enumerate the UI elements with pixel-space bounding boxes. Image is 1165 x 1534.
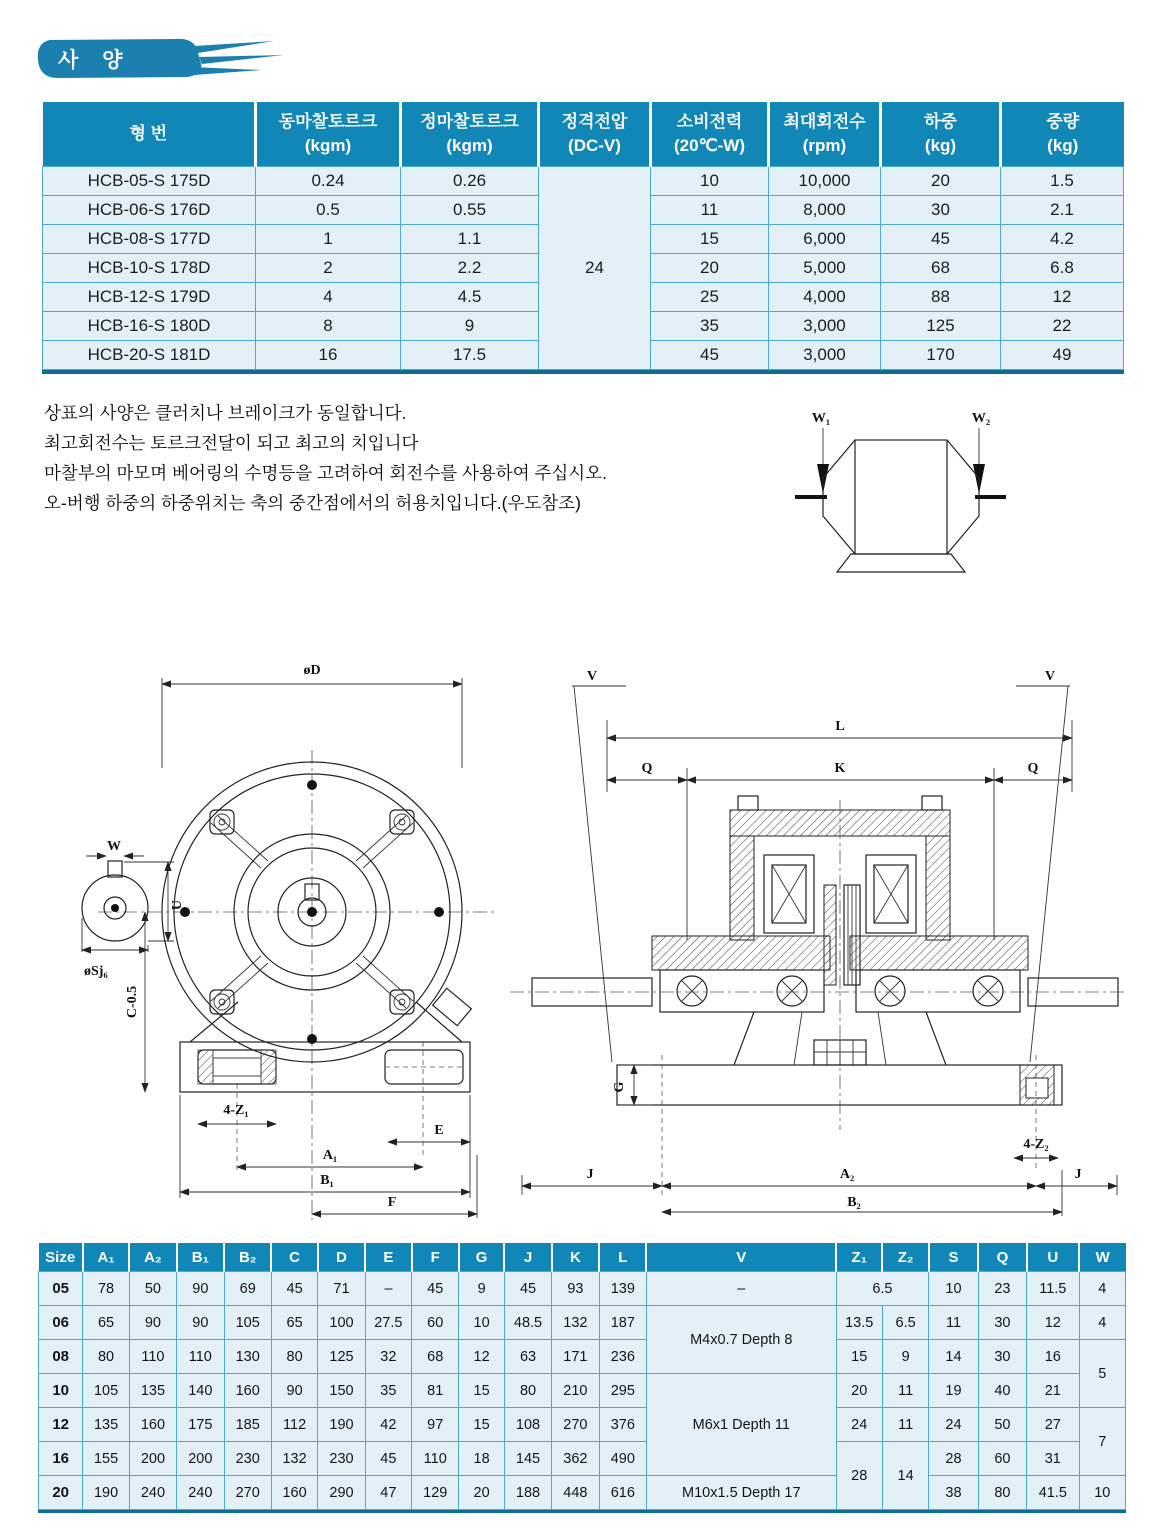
- cell: 270: [552, 1408, 599, 1442]
- cell: 145: [504, 1442, 551, 1476]
- cell: 448: [552, 1476, 599, 1510]
- spec-table: [42, 102, 1124, 370]
- cell: 80: [978, 1476, 1026, 1510]
- cell: 4: [1079, 1272, 1125, 1306]
- cell: 108: [504, 1408, 551, 1442]
- table-row: [39, 1442, 1126, 1476]
- cell: 2.1: [1001, 196, 1124, 225]
- cell-voltage: 24: [539, 167, 651, 370]
- note-line: 상표의 사양은 클러치나 브레이크가 동일합니다.: [44, 403, 407, 423]
- cell: 1.5: [1001, 167, 1124, 196]
- dim-label-Q-right: Q: [1027, 761, 1039, 776]
- cell: 190: [83, 1476, 129, 1510]
- cell: 28: [836, 1442, 882, 1510]
- cell: 48.5: [504, 1306, 551, 1340]
- dim-label-L: L: [835, 719, 845, 734]
- cell: 32: [365, 1340, 411, 1374]
- cell: 41.5: [1027, 1476, 1079, 1510]
- cell: 30: [978, 1306, 1026, 1340]
- cell: 185: [224, 1408, 271, 1442]
- cell: 20: [651, 254, 769, 283]
- col-z2: Z₂: [882, 1243, 928, 1272]
- cell: 190: [318, 1408, 365, 1442]
- cell: 80: [271, 1340, 317, 1374]
- cell: 11.5: [1027, 1272, 1079, 1306]
- cell: 45: [651, 341, 769, 370]
- cell: 187: [599, 1306, 646, 1340]
- dim-label-4Z1: 4-Z₁: [223, 1103, 249, 1118]
- cell: 10: [1079, 1476, 1125, 1510]
- cell: 9: [401, 312, 539, 341]
- col-j: J: [504, 1243, 551, 1272]
- cell: 90: [177, 1272, 224, 1306]
- cell: 1: [256, 225, 401, 254]
- col-size: Size: [39, 1243, 83, 1272]
- cell: 15: [651, 225, 769, 254]
- cell: 150: [318, 1374, 365, 1408]
- cell: 20: [459, 1476, 504, 1510]
- cell-size: 10: [39, 1374, 83, 1408]
- cell: –: [646, 1272, 836, 1306]
- cell: 11: [651, 196, 769, 225]
- note-line: 최고회전수는 토르크전달이 되고 최고의 치입니다: [44, 433, 419, 453]
- table-row: [39, 1306, 1126, 1340]
- cell: 139: [599, 1272, 646, 1306]
- cell-model: HCB-05-S 175D: [43, 167, 256, 196]
- side-view-drawing: [502, 650, 1132, 1225]
- dim-label-Q-left: Q: [641, 761, 653, 776]
- cell: 65: [271, 1306, 317, 1340]
- cell: 65: [83, 1306, 129, 1340]
- cell: 110: [412, 1442, 459, 1476]
- cell: 16: [256, 341, 401, 370]
- dim-label-W: W: [107, 839, 121, 854]
- cell: 100: [318, 1306, 365, 1340]
- col-w: W: [1079, 1243, 1125, 1272]
- spec-table-wrap: [42, 102, 1124, 374]
- dim-label-A1: A₁: [322, 1148, 338, 1163]
- cell: 11: [929, 1306, 978, 1340]
- cell: 10: [459, 1306, 504, 1340]
- cell: 170: [881, 341, 1001, 370]
- cell: 376: [599, 1408, 646, 1442]
- cell: 49: [1001, 341, 1124, 370]
- cell: 6.5: [836, 1272, 929, 1306]
- cell: 45: [365, 1442, 411, 1476]
- dim-label-K: K: [834, 761, 846, 776]
- cell: 20: [881, 167, 1001, 196]
- dim-label-J-left: J: [586, 1167, 594, 1182]
- dim-label-F: F: [387, 1195, 397, 1210]
- cell: 10: [651, 167, 769, 196]
- cell: 112: [271, 1408, 317, 1442]
- cell: 40: [978, 1374, 1026, 1408]
- cell-model: HCB-08-S 177D: [43, 225, 256, 254]
- col-q: Q: [978, 1243, 1026, 1272]
- cell: 42: [365, 1408, 411, 1442]
- cell: 6.5: [882, 1306, 928, 1340]
- cell: 45: [504, 1272, 551, 1306]
- cell: 240: [177, 1476, 224, 1510]
- cell: 132: [552, 1306, 599, 1340]
- cell: 38: [929, 1476, 978, 1510]
- cell: 200: [177, 1442, 224, 1476]
- col-g: G: [459, 1243, 504, 1272]
- cell-size: 20: [39, 1476, 83, 1510]
- cell: 3,000: [769, 312, 881, 341]
- dim-label-V-right: V: [1044, 669, 1056, 684]
- spec-header-row: [43, 102, 1124, 167]
- cell: 80: [504, 1374, 551, 1408]
- cell: 6,000: [769, 225, 881, 254]
- cell-size: 08: [39, 1340, 83, 1374]
- cell: 125: [318, 1340, 365, 1374]
- cell: 15: [459, 1374, 504, 1408]
- col-static-torque: 정마찰토르크 (kgm): [401, 102, 539, 167]
- col-d: D: [318, 1243, 365, 1272]
- cell-thread-spec: M4x0.7 Depth 8: [646, 1306, 836, 1374]
- cell: 236: [599, 1340, 646, 1374]
- cell-size: 06: [39, 1306, 83, 1340]
- cell: 4: [1079, 1306, 1125, 1340]
- cell: 7: [1079, 1408, 1125, 1476]
- cell-model: HCB-16-S 180D: [43, 312, 256, 341]
- cell: 17.5: [401, 341, 539, 370]
- table-row: [39, 1476, 1126, 1510]
- cell: 110: [177, 1340, 224, 1374]
- cell: 90: [129, 1306, 176, 1340]
- cell: 135: [129, 1374, 176, 1408]
- col-l: L: [599, 1243, 646, 1272]
- cell: 10,000: [769, 167, 881, 196]
- cell: 80: [83, 1340, 129, 1374]
- cell: 97: [412, 1408, 459, 1442]
- cell: 35: [651, 312, 769, 341]
- cell: 68: [881, 254, 1001, 283]
- cell: 135: [83, 1408, 129, 1442]
- cell: 270: [224, 1476, 271, 1510]
- cell: 16: [1027, 1340, 1079, 1374]
- table-row: [39, 1340, 1126, 1374]
- dim-label-U: U: [170, 899, 185, 911]
- cell: 2: [256, 254, 401, 283]
- dim-label-E: E: [434, 1123, 444, 1138]
- col-b2: B₂: [224, 1243, 271, 1272]
- cell: 4.2: [1001, 225, 1124, 254]
- cell: 0.55: [401, 196, 539, 225]
- w2-label: W₂: [971, 411, 991, 426]
- cell: 69: [224, 1272, 271, 1306]
- cell: 50: [129, 1272, 176, 1306]
- dim-label-oD: øD: [303, 663, 321, 678]
- cell-size: 05: [39, 1272, 83, 1306]
- cell: 5,000: [769, 254, 881, 283]
- cell: 81: [412, 1374, 459, 1408]
- cell: 30: [881, 196, 1001, 225]
- dim-label-A2: A₂: [839, 1167, 855, 1182]
- cell: 4,000: [769, 283, 881, 312]
- cell: 20: [836, 1374, 882, 1408]
- cell: 2.2: [401, 254, 539, 283]
- cell: 24: [836, 1408, 882, 1442]
- table-row: [39, 1272, 1126, 1306]
- cell: 14: [882, 1442, 928, 1510]
- cell: 0.26: [401, 167, 539, 196]
- cell: 616: [599, 1476, 646, 1510]
- cell-model: HCB-06-S 176D: [43, 196, 256, 225]
- col-b1: B₁: [177, 1243, 224, 1272]
- cell: 47: [365, 1476, 411, 1510]
- dim-label-J-right: J: [1074, 1167, 1082, 1182]
- col-k: K: [552, 1243, 599, 1272]
- cell: 188: [504, 1476, 551, 1510]
- cell: 27.5: [365, 1306, 411, 1340]
- col-e: E: [365, 1243, 411, 1272]
- cell-model: HCB-10-S 178D: [43, 254, 256, 283]
- col-f: F: [412, 1243, 459, 1272]
- col-v: V: [646, 1243, 836, 1272]
- cell: 27: [1027, 1408, 1079, 1442]
- cell: 60: [412, 1306, 459, 1340]
- dim-label-G: G: [612, 1081, 627, 1093]
- cell: 22: [1001, 312, 1124, 341]
- cell: 93: [552, 1272, 599, 1306]
- dim-label-B2: B₂: [847, 1195, 861, 1210]
- cell: 230: [318, 1442, 365, 1476]
- cell: 490: [599, 1442, 646, 1476]
- dim-label-4Z2: 4-Z₂: [1023, 1137, 1049, 1152]
- cell-size: 16: [39, 1442, 83, 1476]
- col-model: 형 번: [43, 102, 256, 167]
- cell: 35: [365, 1374, 411, 1408]
- cell: 130: [224, 1340, 271, 1374]
- cell: 132: [271, 1442, 317, 1476]
- cell: 155: [83, 1442, 129, 1476]
- cell: 175: [177, 1408, 224, 1442]
- dims-table-wrap: [38, 1243, 1126, 1513]
- cell: 11: [882, 1408, 928, 1442]
- cell: 9: [882, 1340, 928, 1374]
- cell: 0.24: [256, 167, 401, 196]
- col-u: U: [1027, 1243, 1079, 1272]
- col-a1: A₁: [83, 1243, 129, 1272]
- cell: 5: [1079, 1340, 1125, 1408]
- cell: 45: [271, 1272, 317, 1306]
- cell: 25: [651, 283, 769, 312]
- cell: 45: [881, 225, 1001, 254]
- overhang-load-diagram: [793, 402, 1008, 592]
- cell: 295: [599, 1374, 646, 1408]
- cell: 71: [318, 1272, 365, 1306]
- cell-model: HCB-20-S 181D: [43, 341, 256, 370]
- cell: 30: [978, 1340, 1026, 1374]
- cell: 230: [224, 1442, 271, 1476]
- cell: 6.8: [1001, 254, 1124, 283]
- cell: 10: [929, 1272, 978, 1306]
- col-rated-voltage: 정격전압 (DC-V): [539, 102, 651, 167]
- dim-label-shaft-dia: øSj₆: [84, 964, 108, 979]
- cell: 15: [459, 1408, 504, 1442]
- cell: 24: [929, 1408, 978, 1442]
- table-row: [43, 167, 1124, 196]
- cell-model: HCB-12-S 179D: [43, 283, 256, 312]
- col-power: 소비전력 (20℃-W): [651, 102, 769, 167]
- dim-label-B1: B₁: [320, 1173, 334, 1188]
- cell-thread-spec: M10x1.5 Depth 17: [646, 1476, 836, 1510]
- cell: 45: [412, 1272, 459, 1306]
- w1-label: W₁: [811, 411, 831, 426]
- cell: 9: [459, 1272, 504, 1306]
- cell: 14: [929, 1340, 978, 1374]
- cell: 78: [83, 1272, 129, 1306]
- cell: 129: [412, 1476, 459, 1510]
- cell: 90: [271, 1374, 317, 1408]
- cell: 8,000: [769, 196, 881, 225]
- col-weight: 중량 (kg): [1001, 102, 1124, 167]
- cell: 60: [978, 1442, 1026, 1476]
- cell: 362: [552, 1442, 599, 1476]
- cell: 63: [504, 1340, 551, 1374]
- cell: 105: [224, 1306, 271, 1340]
- cell: 240: [129, 1476, 176, 1510]
- cell: 18: [459, 1442, 504, 1476]
- cell: 140: [177, 1374, 224, 1408]
- cell: 290: [318, 1476, 365, 1510]
- cell-size: 12: [39, 1408, 83, 1442]
- cell: 12: [1001, 283, 1124, 312]
- col-dynamic-torque: 동마찰토르크 (kgm): [256, 102, 401, 167]
- col-c: C: [271, 1243, 317, 1272]
- cell: 13.5: [836, 1306, 882, 1340]
- col-load: 하중 (kg): [881, 102, 1001, 167]
- dims-table: [38, 1243, 1126, 1510]
- cell: 50: [978, 1408, 1026, 1442]
- cell: 110: [129, 1340, 176, 1374]
- dim-label-V-left: V: [586, 669, 598, 684]
- cell: –: [365, 1272, 411, 1306]
- col-s: S: [929, 1243, 978, 1272]
- cell: 31: [1027, 1442, 1079, 1476]
- cell: 12: [459, 1340, 504, 1374]
- cell: 160: [129, 1408, 176, 1442]
- note-line: 마찰부의 마모며 베어링의 수명등을 고려하여 회전수를 사용하여 주십시오.: [44, 463, 607, 483]
- cell: 8: [256, 312, 401, 341]
- table-row: [39, 1374, 1126, 1408]
- cell: 105: [83, 1374, 129, 1408]
- cell: 21: [1027, 1374, 1079, 1408]
- dims-header-row: [39, 1243, 1126, 1272]
- note-line: 오-버행 하중의 하중위치는 축의 중간점에서의 허용치입니다.(우도참조): [44, 493, 581, 513]
- cell: 1.1: [401, 225, 539, 254]
- cell: 12: [1027, 1306, 1079, 1340]
- cell: 68: [412, 1340, 459, 1374]
- cell: 3,000: [769, 341, 881, 370]
- cell: 88: [881, 283, 1001, 312]
- notes: [44, 398, 607, 518]
- cell: 125: [881, 312, 1001, 341]
- cell: 19: [929, 1374, 978, 1408]
- dim-label-C: C-0.5: [125, 985, 140, 1019]
- cell: 160: [224, 1374, 271, 1408]
- cell: 11: [882, 1374, 928, 1408]
- col-z1: Z₁: [836, 1243, 882, 1272]
- cell: 160: [271, 1476, 317, 1510]
- col-max-rpm: 최대회전수 (rpm): [769, 102, 881, 167]
- cell: 171: [552, 1340, 599, 1374]
- page-title: 사 양: [58, 49, 132, 72]
- cell: 23: [978, 1272, 1026, 1306]
- cell: 28: [929, 1442, 978, 1476]
- section-badge: [36, 34, 286, 84]
- front-view-drawing: [40, 650, 500, 1225]
- cell: 4.5: [401, 283, 539, 312]
- cell: 200: [129, 1442, 176, 1476]
- cell: 4: [256, 283, 401, 312]
- cell-thread-spec: M6x1 Depth 11: [646, 1374, 836, 1476]
- table-row: [39, 1408, 1126, 1442]
- cell: 90: [177, 1306, 224, 1340]
- cell: 210: [552, 1374, 599, 1408]
- cell: 0.5: [256, 196, 401, 225]
- cell: 15: [836, 1340, 882, 1374]
- col-a2: A₂: [129, 1243, 176, 1272]
